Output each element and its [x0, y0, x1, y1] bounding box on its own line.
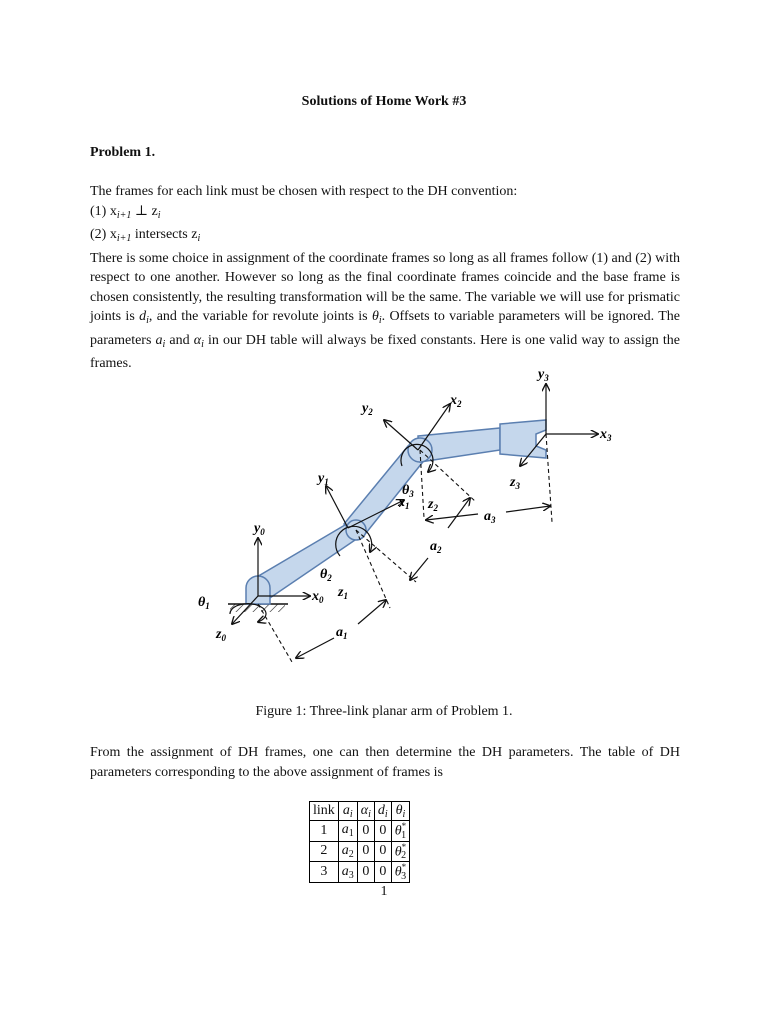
- document-title: Solutions of Home Work #3: [301, 94, 467, 109]
- condition-2: (2) $x_{i+1}$ intersects $z_i$: [90, 227, 201, 244]
- header-a: $a_i$: [338, 802, 357, 821]
- label-a2: $a_2$: [430, 539, 442, 555]
- three-link-arm-figure: [180, 362, 620, 682]
- label-y0: $y_0$: [254, 521, 265, 537]
- header-alpha: $\alpha_i$: [357, 802, 374, 821]
- dh-parameter-table: [309, 801, 410, 883]
- label-theta1: $\theta_1$: [198, 595, 210, 611]
- label-theta3: $\theta_3$: [402, 483, 414, 499]
- paragraph-dh-convention: [90, 182, 680, 374]
- table-row: 3 $a_3$ 0 0 $\theta^*_3$: [310, 862, 410, 883]
- label-x0: $x_0$: [312, 589, 324, 605]
- label-x2: $x_2$: [450, 393, 462, 409]
- label-z0: $z_0$: [216, 627, 226, 643]
- condition-1: (1) $x_{i+1}$ ⊥ $z_i$: [90, 203, 161, 221]
- figure-caption: Figure 1: Three-link planar arm of Problem 1.: [255, 704, 513, 719]
- label-a3: $a_3$: [484, 509, 496, 525]
- label-y2: $y_2$: [362, 401, 373, 417]
- table-header-row: [310, 802, 410, 821]
- label-z1: $z_1$: [338, 585, 348, 601]
- label-theta2: $\theta_2$: [320, 567, 332, 583]
- explanation-text: There is some choice in assignment of the coordinate frames so long as all frames follow (1) and (2) with respect to one another. However so long as the final coordinate frames coincide and the base frame is chosen consistently, the resulting transformation will be the same. The variable we will use for prismatic joints is $d_i$, and the variable for revolute joints is $\theta_i$. Offsets to variable parameters will be ignored. The parameters $a_i$ and $\alpha_i$ in our DH table will always be fixed constants. Here is one valid way to assign the frames.: [90, 250, 680, 371]
- paragraph-dh-parameters: From the assignment of DH frames, one can then determine the DH parameters. The table of DH parameters corresponding to the above assignment of frames is: [90, 745, 680, 780]
- header-d: $d_i$: [374, 802, 391, 821]
- label-a1: $a_1$: [336, 625, 348, 641]
- label-z3: $z_3$: [510, 475, 520, 491]
- page-number: 1: [380, 884, 388, 899]
- label-y3: $y_3$: [538, 367, 549, 383]
- intro-line: The frames for each link must be chosen with respect to the DH convention:: [90, 184, 518, 199]
- gripper: [500, 420, 546, 458]
- table-row: 1 $a_1$ 0 0 $\theta^*_1$: [310, 821, 410, 842]
- label-y1: $y_1$: [318, 471, 329, 487]
- problem-heading: Problem 1.: [90, 145, 156, 160]
- header-link: link: [310, 802, 339, 821]
- table-row: 2 $a_2$ 0 0 $\theta^*_2$: [310, 841, 410, 862]
- label-z2: $z_2$: [428, 497, 438, 513]
- header-theta: $\theta_i$: [391, 802, 409, 821]
- label-x1: $x_1$: [398, 495, 410, 511]
- label-x3: $x_3$: [600, 427, 612, 443]
